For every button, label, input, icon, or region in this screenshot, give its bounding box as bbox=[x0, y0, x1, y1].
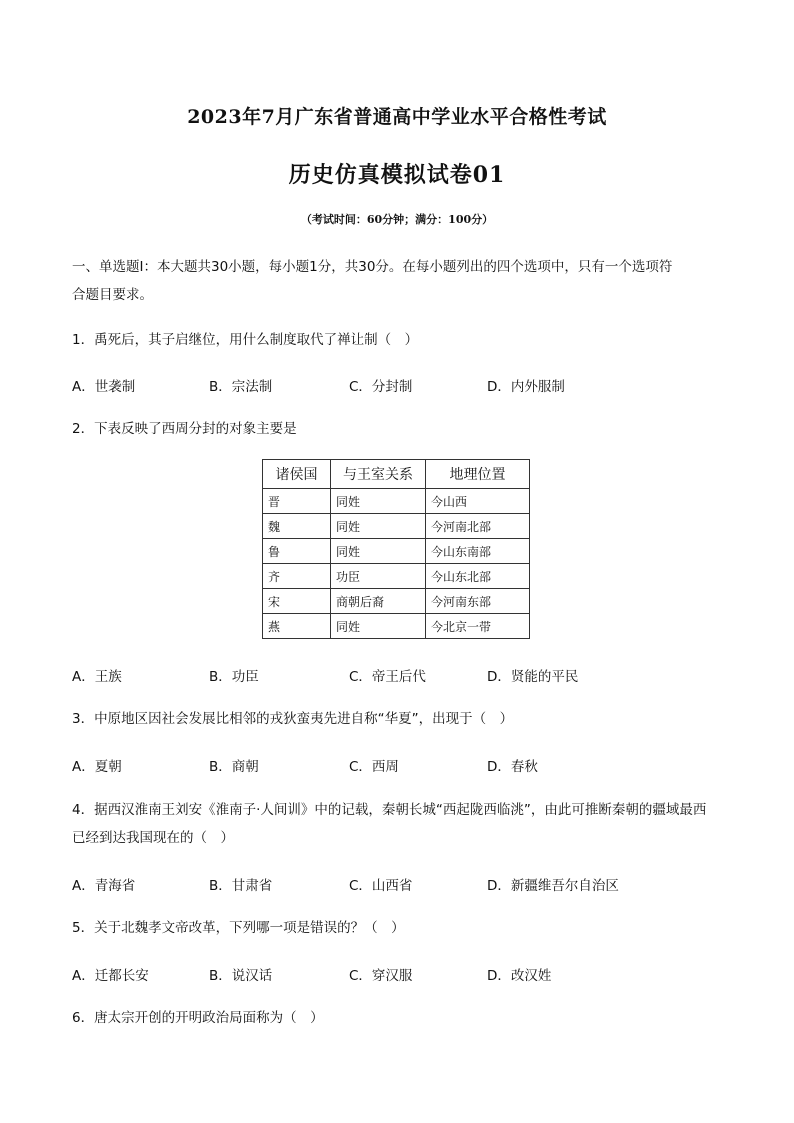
table-row bbox=[263, 614, 530, 639]
exam-subtitle: 历史仿真模拟试卷01 bbox=[288, 162, 506, 188]
question-1-option-c: C．分封制 bbox=[349, 379, 413, 395]
question-5-option-c: C．穿汉服 bbox=[349, 968, 413, 984]
question-6-stem: 6．唐太宗开创的开明政治局面称为（ ） bbox=[72, 1010, 324, 1026]
table-cell: 鲁 bbox=[263, 539, 331, 564]
question-4-stem bbox=[72, 796, 732, 852]
question-5-stem: 5．关于北魏孝文帝改革，下列哪一项是错误的？（ ） bbox=[72, 920, 405, 936]
question-4-option-b: B．甘肃省 bbox=[209, 878, 273, 894]
table-cell: 同姓 bbox=[331, 489, 426, 514]
exam-title: 2023年7月广东省普通高中学业水平合格性考试 bbox=[187, 106, 607, 128]
question-1-stem: 1．禹死后，其子启继位，用什么制度取代了禅让制（ ） bbox=[72, 332, 419, 348]
table-cell: 宋 bbox=[263, 589, 331, 614]
question-3-options bbox=[72, 755, 732, 775]
question-3-stem: 3．中原地区因社会发展比相邻的戎狄蛮夷先进自称“华夏”，出现于（ ） bbox=[72, 711, 514, 727]
question-1-option-a: A．世袭制 bbox=[72, 379, 136, 395]
question-4-option-a: A．青海省 bbox=[72, 878, 136, 894]
question-3-option-b: B．商朝 bbox=[209, 759, 259, 775]
question-4-options bbox=[72, 874, 732, 894]
table-cell: 今山东北部 bbox=[426, 564, 530, 589]
table-header: 诸侯国 bbox=[263, 460, 331, 489]
table-cell: 今山东南部 bbox=[426, 539, 530, 564]
question-3-option-c: C．西周 bbox=[349, 759, 399, 775]
table-cell: 魏 bbox=[263, 514, 331, 539]
question-5-option-b: B．说汉话 bbox=[209, 968, 273, 984]
question-5-option-a: A．迁都长安 bbox=[72, 968, 149, 984]
question-2-option-a: A．王族 bbox=[72, 669, 122, 685]
question-5-option-d: D．改汉姓 bbox=[487, 968, 552, 984]
table-cell: 商朝后裔 bbox=[331, 589, 426, 614]
table-row bbox=[263, 564, 530, 589]
section-instructions bbox=[72, 253, 728, 309]
question-1-options bbox=[72, 375, 732, 395]
table-row bbox=[263, 489, 530, 514]
question-1-option-b: B．宗法制 bbox=[209, 379, 273, 395]
table-header: 地理位置 bbox=[426, 460, 530, 489]
table-cell: 晋 bbox=[263, 489, 331, 514]
question-2-option-b: B．功臣 bbox=[209, 669, 259, 685]
question-4-stem-line-1: 4．据西汉淮南王刘安《淮南子·人间训》中的记载，秦朝长城“西起陇西临洮”，由此可推断秦朝的疆域最西 bbox=[72, 802, 707, 818]
question-2-stem: 2．下表反映了西周分封的对象主要是 bbox=[72, 421, 297, 437]
question-1-option-d: D．内外服制 bbox=[487, 379, 565, 395]
table-row bbox=[263, 514, 530, 539]
table-cell: 今山西 bbox=[426, 489, 530, 514]
table-row bbox=[263, 539, 530, 564]
table-cell: 功臣 bbox=[331, 564, 426, 589]
question-2-options bbox=[72, 665, 732, 685]
table-header: 与王室关系 bbox=[331, 460, 426, 489]
table-row bbox=[263, 589, 530, 614]
instructions-line-1: 一、单选题Ⅰ：本大题共30小题，每小题1分，共30分。在每小题列出的四个选项中，只有一个选项符 bbox=[72, 259, 673, 275]
table-cell: 齐 bbox=[263, 564, 331, 589]
table-cell: 同姓 bbox=[331, 539, 426, 564]
table-cell: 同姓 bbox=[331, 614, 426, 639]
question-4-stem-line-2: 已经到达我国现在的（ ） bbox=[72, 830, 234, 846]
question-5-options bbox=[72, 964, 732, 984]
question-2-option-c: C．帝王后代 bbox=[349, 669, 426, 685]
question-2-option-d: D．贤能的平民 bbox=[487, 669, 579, 685]
table-cell: 今河南东部 bbox=[426, 589, 530, 614]
question-4-option-d: D．新疆维吾尔自治区 bbox=[487, 878, 619, 894]
table-header-row bbox=[263, 460, 530, 489]
table-cell: 燕 bbox=[263, 614, 331, 639]
table-cell: 今北京一带 bbox=[426, 614, 530, 639]
question-3-option-a: A．夏朝 bbox=[72, 759, 122, 775]
instructions-line-2: 合题目要求。 bbox=[72, 287, 153, 303]
table-cell: 同姓 bbox=[331, 514, 426, 539]
question-3-option-d: D．春秋 bbox=[487, 759, 538, 775]
question-4-option-c: C．山西省 bbox=[349, 878, 413, 894]
fief-table bbox=[262, 459, 530, 639]
exam-info: （考试时间：60分钟；满分：100分） bbox=[300, 213, 494, 226]
table-cell: 今河南北部 bbox=[426, 514, 530, 539]
